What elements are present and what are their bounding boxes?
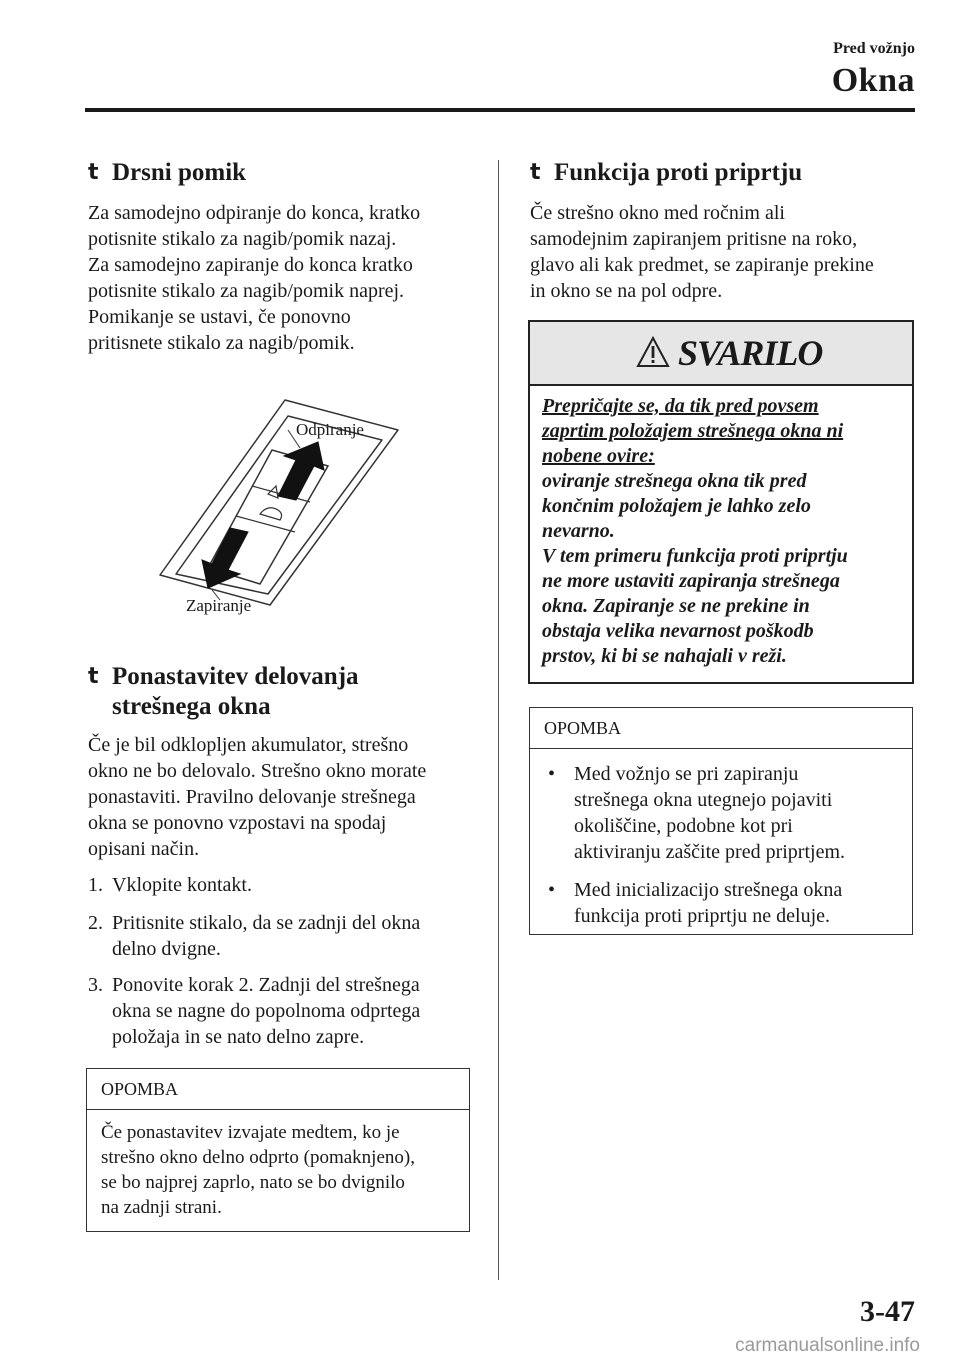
step-text: Vklopite kontakt.: [112, 874, 252, 896]
text-line: in okno se na pol odpre.: [530, 280, 723, 302]
text-line: Za samodejno zapiranje do konca kratko: [88, 254, 413, 276]
watermark: carmanualsonline.info: [735, 1335, 920, 1356]
step-text: položaja in se nato delno zapre.: [112, 1026, 365, 1048]
warning-line: prstov, ki bi se nahajali v reži.: [542, 645, 787, 667]
step-text: delno dvigne.: [112, 938, 221, 960]
bullet-icon: •: [548, 879, 556, 901]
note-line: strešno okno delno odprto (pomaknjeno),: [101, 1147, 415, 1168]
warning-line: zaprtim položajem strešnega okna ni: [542, 420, 844, 442]
text-line: Za samodejno odpiranje do konca, kratko: [88, 202, 421, 224]
column-divider: [498, 160, 499, 1280]
warning-line: obstaja velika nevarnost poškodb: [542, 620, 814, 642]
note-body: [87, 1110, 469, 1230]
text-line: samodejnim zapiranjem pritisne na roko,: [530, 228, 858, 250]
warning-body: [530, 386, 912, 677]
text-line: opisani način.: [88, 838, 200, 860]
bullet-line: funkcija proti priprtju ne deluje.: [574, 905, 831, 927]
bullet-line: aktiviranju zaščite pred priprtjem.: [574, 841, 846, 863]
figure-label-open: Odpiranje: [296, 420, 364, 439]
step-number: 1.: [88, 874, 103, 896]
close-arrow-icon: [202, 528, 248, 588]
sliding-description: [88, 200, 488, 356]
header-rule: [85, 108, 915, 112]
anti-pinch-description: [530, 200, 920, 304]
warning-header: [530, 322, 912, 386]
bullet-line: Med vožnjo se pri zapiranju: [574, 763, 799, 785]
list-item: [544, 877, 898, 929]
step-text: Ponovite korak 2. Zadnji del strešnega: [112, 974, 420, 996]
note-box-reset: [86, 1068, 470, 1232]
list-item: [544, 761, 898, 865]
text-line: potisnite stikalo za nagib/pomik nazaj.: [88, 228, 397, 250]
section-title-line1: Ponastavitev delovanja: [112, 663, 359, 690]
section-marker: t: [88, 160, 99, 185]
open-arrow-icon: [278, 442, 324, 500]
note-title: OPOMBA: [530, 708, 912, 749]
warning-line: V tem primeru funkcija proti priprtju: [542, 545, 848, 567]
section-heading-reset: [88, 662, 488, 722]
note-line: Če ponastavitev izvajate medtem, ko je: [101, 1122, 400, 1143]
text-line: potisnite stikalo za nagib/pomik naprej.: [88, 280, 405, 302]
section-marker: t: [530, 160, 541, 185]
warning-line: končnim položajem je lahko zelo: [542, 495, 811, 517]
text-line: Če strešno okno med ročnim ali: [530, 202, 785, 224]
bullet-line: okoliščine, podobne kot pri: [574, 815, 793, 837]
bullet-icon: •: [548, 763, 556, 785]
tilt-symbol-icon: [260, 508, 282, 520]
note-box-anti-pinch: [529, 707, 913, 935]
reset-description: [88, 732, 488, 862]
text-line: Če je bil odklopljen akumulator, strešno: [88, 734, 409, 756]
warning-line: Prepričajte se, da tik pred povsem: [542, 395, 819, 417]
text-line: pritisnete stikalo za nagib/pomik.: [88, 332, 355, 354]
note-line: na zadnji strani.: [101, 1197, 222, 1218]
bullet-line: Med inicializacijo strešnega okna: [574, 879, 843, 901]
step-text: okna se nagne do popolnoma odprtega: [112, 1000, 421, 1022]
bullet-line: strešnega okna utegnejo pojaviti: [574, 789, 833, 811]
warning-line: nevarno.: [542, 520, 615, 542]
warning-line: oviranje strešnega okna tik pred: [542, 470, 807, 492]
text-line: Pomikanje se ustavi, če ponovno: [88, 306, 351, 328]
warning-triangle-icon: [636, 336, 670, 368]
text-line: glavo ali kak predmet, se zapiranje prekine: [530, 254, 874, 276]
section-heading-sliding: [88, 158, 488, 188]
text-line: okna se ponovno vzpostavi na spodaj: [88, 812, 387, 834]
note-title: OPOMBA: [87, 1069, 469, 1110]
warning-line: okna. Zapiranje se ne prekine in: [542, 595, 810, 617]
section-heading-anti-pinch: [530, 158, 920, 188]
chapter-subtitle: Pred vožnjo: [833, 40, 915, 57]
text-line: okno ne bo delovalo. Strešno okno morate: [88, 760, 427, 782]
step-text: Pritisnite stikalo, da se zadnji del okna: [112, 912, 421, 934]
section-title: Funkcija proti priprtju: [554, 159, 803, 186]
step-number: 3.: [88, 974, 103, 996]
note-line: se bo najprej zaprlo, nato se bo dvignilo: [101, 1172, 405, 1193]
text-line: ponastaviti. Pravilno delovanje strešnega: [88, 786, 416, 808]
tilt-slide-switch-figure: [150, 390, 410, 620]
chapter-title: Okna: [831, 62, 915, 99]
page-number: 3-47: [860, 1295, 915, 1328]
section-title-line2: strešnega okna: [112, 693, 271, 720]
warning-title: SVARILO: [678, 333, 823, 373]
note-body: [530, 749, 912, 951]
step-number: 2.: [88, 912, 103, 934]
warning-box: [528, 320, 914, 684]
figure-label-close: Zapiranje: [186, 596, 252, 615]
warning-line: ne more ustaviti zapiranja strešnega: [542, 570, 840, 592]
section-title: Drsni pomik: [112, 159, 247, 186]
section-marker: t: [88, 664, 99, 689]
warning-line: nobene ovire:: [542, 445, 655, 467]
